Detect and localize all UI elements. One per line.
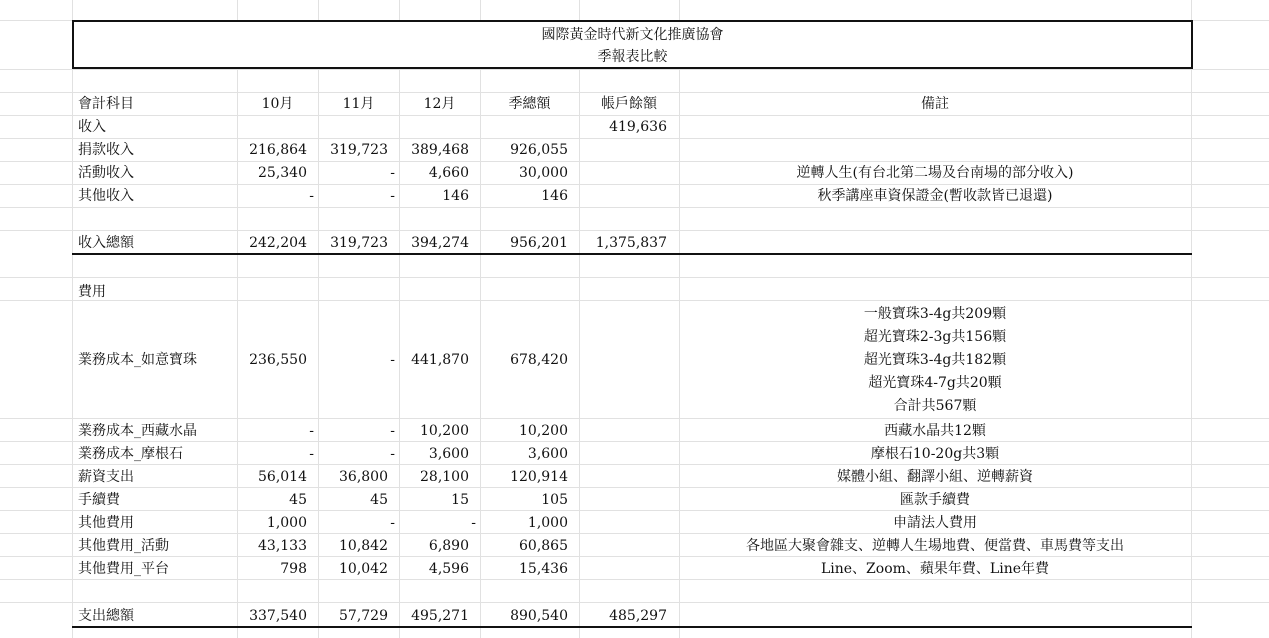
row-label: 其他費用_平台 [78, 561, 169, 577]
grid-row-line [0, 418, 1269, 419]
dec-cell: - [471, 515, 476, 531]
nov-cell: 10,042 [339, 561, 388, 577]
row-label: 收入總額 [78, 235, 134, 251]
note-cell: 匯款手續費 [900, 492, 970, 508]
oct-cell: - [309, 188, 314, 204]
row-label: 支出總額 [78, 608, 134, 624]
row-label: 業務成本_西藏水晶 [78, 423, 197, 439]
note-line: 合計共567顆 [893, 398, 977, 414]
nov-cell: 57,729 [339, 608, 388, 624]
total-cell: 10,200 [519, 423, 568, 439]
note-line: 超光寶珠2-3g共156顆 [863, 329, 1007, 345]
grid-row-line [0, 602, 1269, 603]
grid-row-line [0, 69, 1269, 70]
total-cell: 146 [541, 188, 568, 204]
grid-row-line [0, 556, 1269, 557]
oct-cell: 242,204 [249, 235, 307, 251]
row-label: 手續費 [78, 492, 120, 508]
grid-row-line [0, 184, 1269, 185]
grid-row-line [0, 92, 1269, 93]
nov-cell: - [390, 446, 395, 462]
row-label: 收入 [78, 119, 106, 135]
org-title: 國際黃金時代新文化推廣協會 [541, 27, 724, 43]
total-cell: 956,201 [510, 235, 568, 251]
expense-total-border [72, 626, 1192, 628]
note-cell: 各地區大聚會雜支、逆轉人生場地費、便當費、車馬費等支出 [746, 538, 1124, 554]
header-balance: 帳戶餘額 [601, 96, 657, 112]
grid-row-line [0, 579, 1269, 580]
header-oct: 10月 [261, 96, 294, 112]
grid-row-line [0, 115, 1269, 116]
nov-cell: - [390, 515, 395, 531]
nov-cell: - [390, 188, 395, 204]
note-cell: 逆轉人生(有台北第二場及台南場的部分收入) [796, 165, 1074, 181]
total-cell: 30,000 [519, 165, 568, 181]
dec-cell: 394,274 [411, 235, 469, 251]
dec-cell: 3,600 [428, 446, 469, 462]
note-cell: Line、Zoom、蘋果年費、Line年費 [820, 561, 1049, 577]
oct-cell: 56,014 [258, 469, 307, 485]
grid-row-line [0, 464, 1269, 465]
nov-cell: - [390, 352, 395, 368]
grid-col-line [72, 0, 73, 638]
oct-cell: 25,340 [258, 165, 307, 181]
row-label: 薪資支出 [78, 469, 134, 485]
oct-cell: - [309, 446, 314, 462]
header-account: 會計科目 [78, 96, 134, 112]
dec-cell: 4,660 [428, 165, 469, 181]
header-dec: 12月 [423, 96, 456, 112]
row-label: 其他收入 [78, 188, 134, 204]
grid-row-line [0, 277, 1269, 278]
nov-cell: 319,723 [330, 235, 388, 251]
grid-row-line [0, 230, 1269, 231]
grid-row-line [0, 138, 1269, 139]
nov-cell: - [390, 165, 395, 181]
total-cell: 15,436 [519, 561, 568, 577]
note-line: 超光寶珠4-7g共20顆 [868, 375, 1002, 391]
balance-cell: 419,636 [609, 119, 667, 135]
note-line: 超光寶珠3-4g共182顆 [863, 352, 1007, 368]
note-cell: 秋季講座車資保證金(暫收款皆已退還) [817, 188, 1053, 204]
nov-cell: 319,723 [330, 142, 388, 158]
report-title-box [72, 20, 1193, 69]
oct-cell: 43,133 [258, 538, 307, 554]
grid-row-line [0, 487, 1269, 488]
header-nov: 11月 [342, 96, 375, 112]
balance-cell: 485,297 [609, 608, 667, 624]
total-cell: 926,055 [510, 142, 568, 158]
oct-cell: 216,864 [249, 142, 307, 158]
balance-cell: 1,375,837 [595, 235, 667, 251]
header-notes: 備註 [921, 96, 949, 112]
oct-cell: 337,540 [249, 608, 307, 624]
total-cell: 120,914 [510, 469, 568, 485]
row-label: 業務成本_如意寶珠 [78, 352, 197, 368]
oct-cell: 45 [289, 492, 307, 508]
report-subtitle: 季報表比較 [597, 49, 668, 65]
dec-cell: 441,870 [411, 352, 469, 368]
note-cell: 媒體小組、翻譯小組、逆轉薪資 [837, 469, 1033, 485]
row-label: 活動收入 [78, 165, 134, 181]
nov-cell: 10,842 [339, 538, 388, 554]
row-label: 捐款收入 [78, 142, 134, 158]
grid-row-line [0, 533, 1269, 534]
row-label: 其他費用 [78, 515, 134, 531]
dec-cell: 389,468 [411, 142, 469, 158]
oct-cell: 1,000 [266, 515, 307, 531]
nov-cell: - [390, 423, 395, 439]
dec-cell: 4,596 [428, 561, 469, 577]
total-cell: 1,000 [527, 515, 568, 531]
note-cell-multiline [680, 303, 1190, 418]
nov-cell: 45 [370, 492, 388, 508]
grid-row-line [0, 161, 1269, 162]
nov-cell: 36,800 [339, 469, 388, 485]
note-cell: 摩根石10-20g共3顆 [870, 446, 1000, 462]
row-label: 費用 [78, 284, 106, 300]
note-line: 一般寶珠3-4g共209顆 [863, 306, 1007, 322]
dec-cell: 10,200 [420, 423, 469, 439]
total-cell: 890,540 [510, 608, 568, 624]
oct-cell: 798 [280, 561, 307, 577]
dec-cell: 495,271 [411, 608, 469, 624]
total-cell: 60,865 [519, 538, 568, 554]
grid-row-line [0, 300, 1269, 301]
note-cell: 申請法人費用 [893, 515, 977, 531]
total-cell: 678,420 [510, 352, 568, 368]
grid-row-line [0, 510, 1269, 511]
grid-col-line [1191, 0, 1192, 638]
note-cell: 西藏水晶共12顆 [884, 423, 986, 439]
income-total-border [72, 253, 1192, 255]
dec-cell: 15 [451, 492, 469, 508]
dec-cell: 28,100 [420, 469, 469, 485]
row-label: 業務成本_摩根石 [78, 446, 183, 462]
dec-cell: 146 [442, 188, 469, 204]
grid-row-line [0, 441, 1269, 442]
oct-cell: 236,550 [249, 352, 307, 368]
header-quarter-total: 季總額 [508, 96, 551, 112]
row-label: 其他費用_活動 [78, 538, 169, 554]
grid-row-line [0, 207, 1269, 208]
dec-cell: 6,890 [428, 538, 469, 554]
total-cell: 105 [541, 492, 568, 508]
total-cell: 3,600 [527, 446, 568, 462]
oct-cell: - [309, 423, 314, 439]
